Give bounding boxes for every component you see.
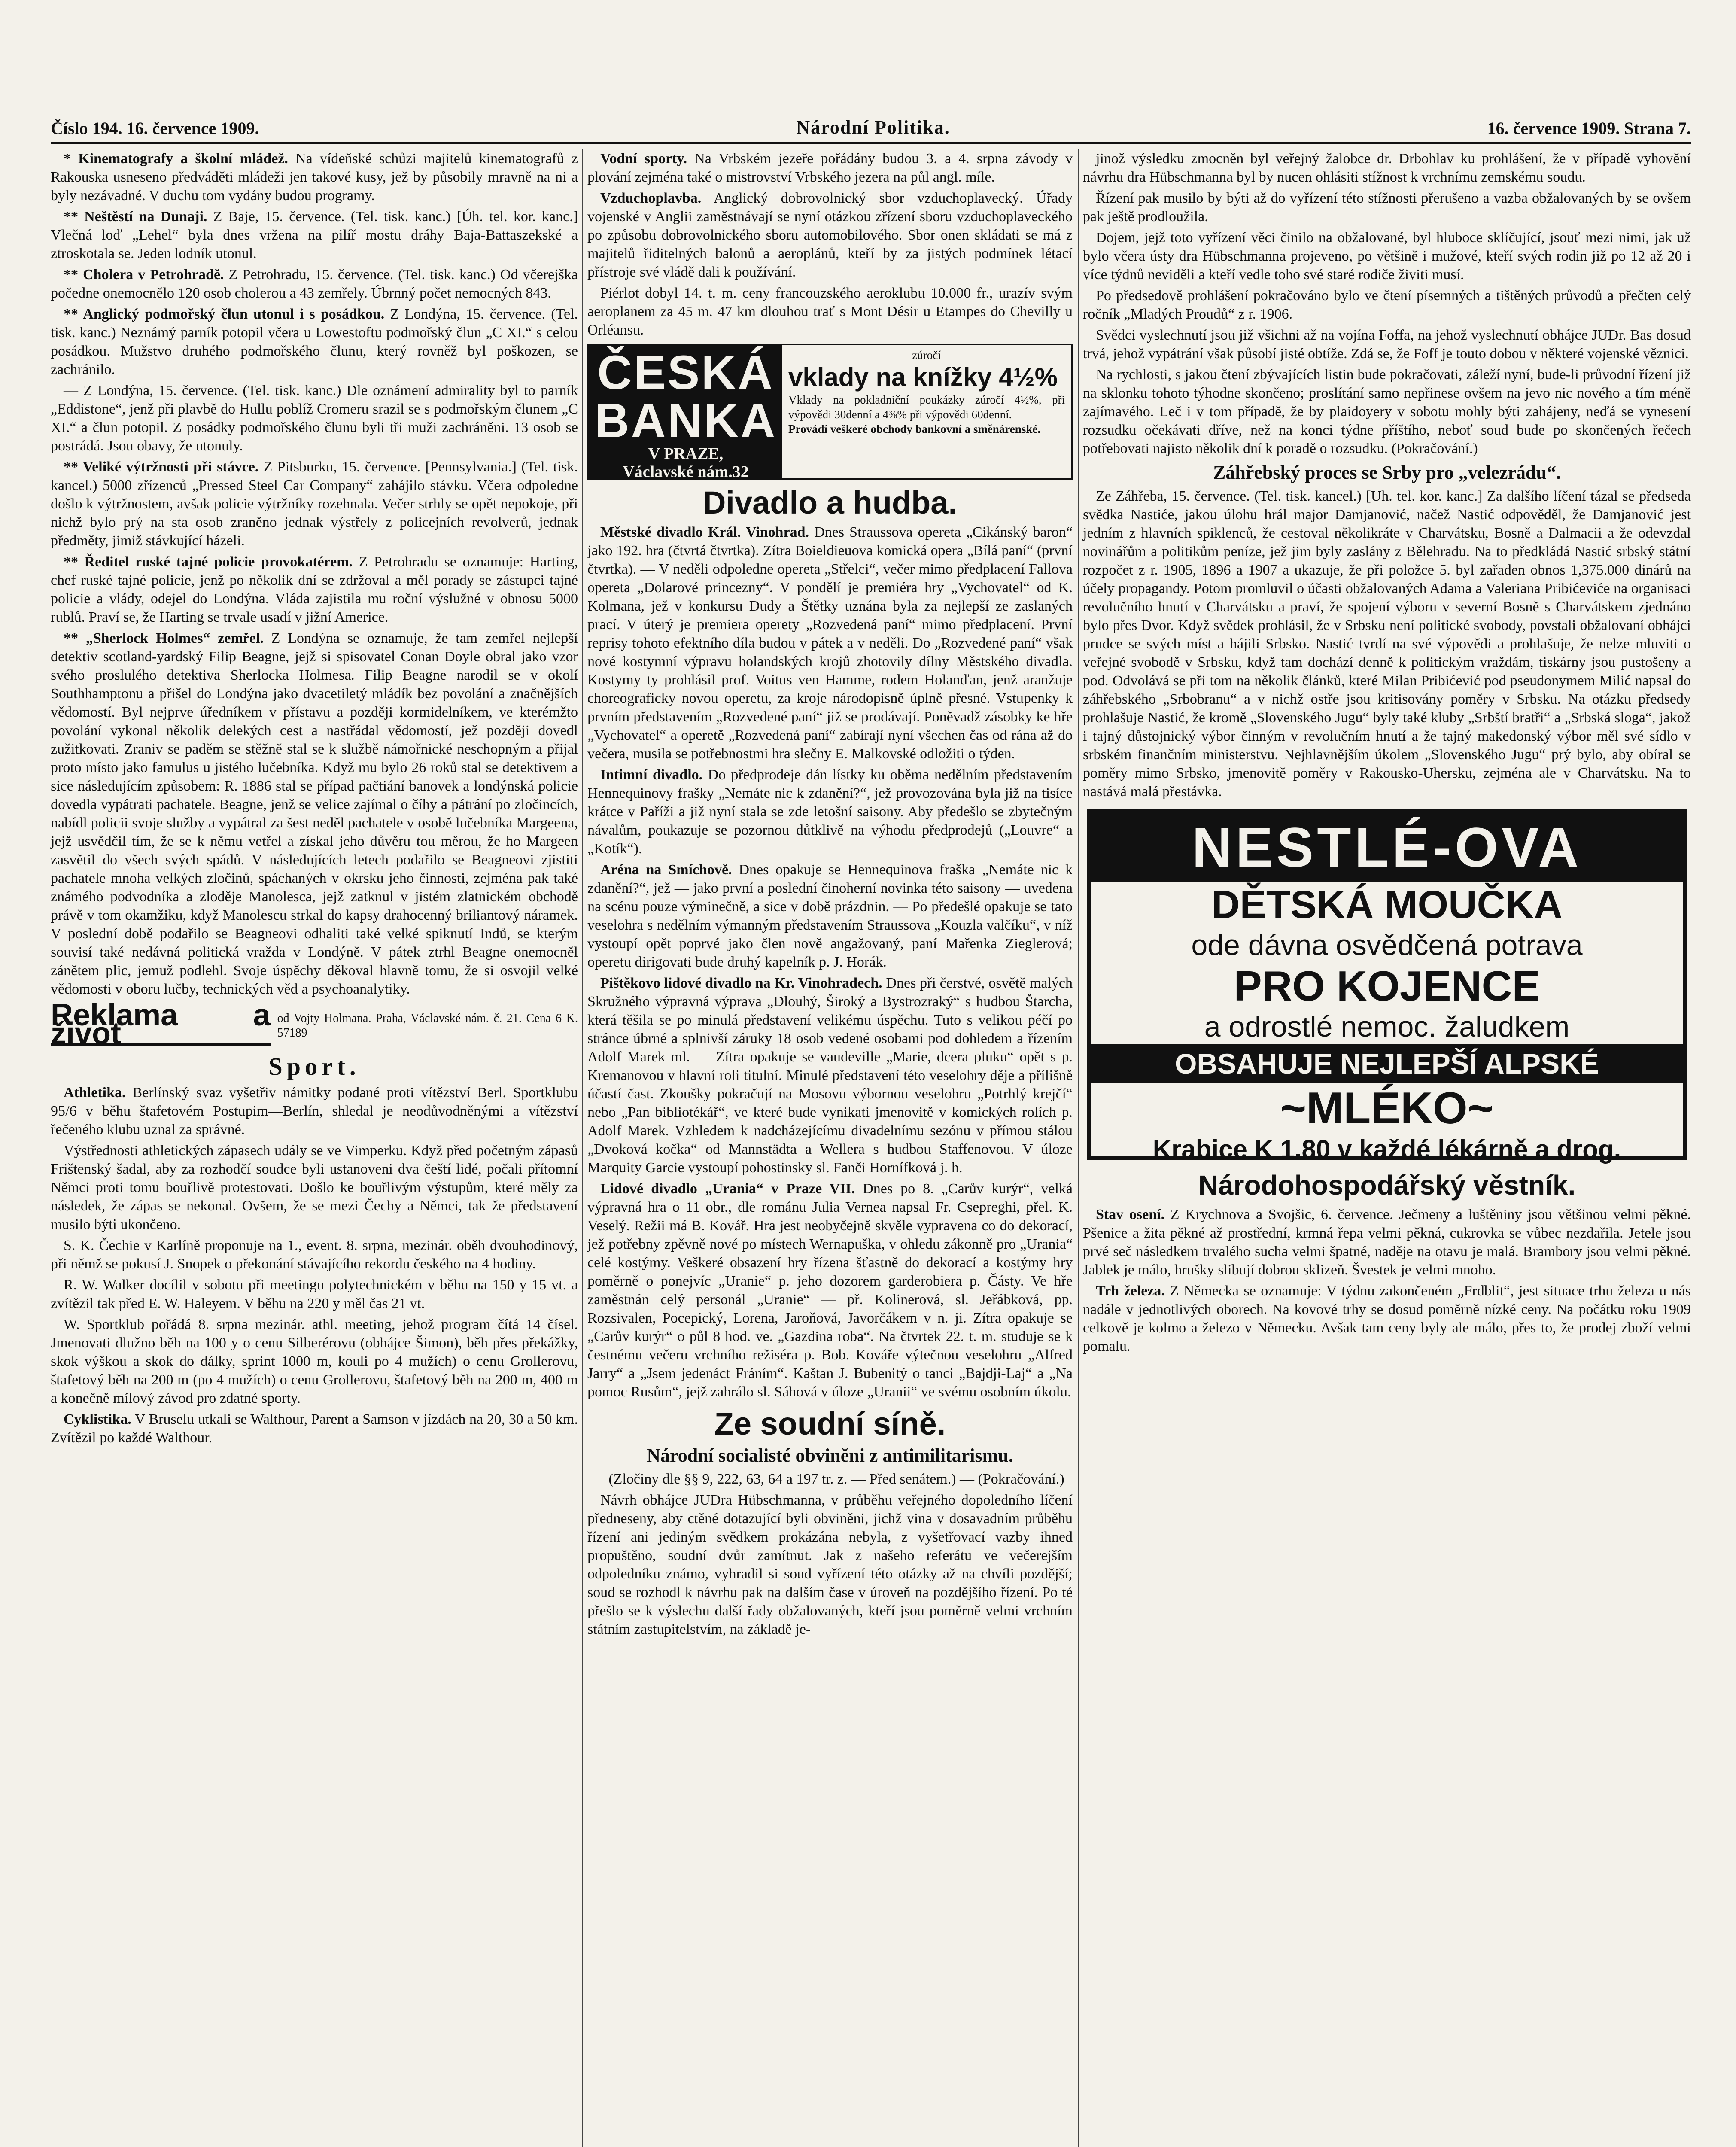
ceska-banka-ad	[587, 344, 1073, 480]
article: jinož výsledku zmocněn byl veřejný žalobce dr. Drbohlav ku prohlášení, že v případě vyhovění návrhu dra Hübschmanna byl by nucen ohlásiti stížnost k vrchnímu zemskému soudu.	[1083, 151, 1691, 185]
column-1	[51, 149, 578, 2147]
nestle-ad: NESTLÉ-OVA DĚTSKÁ MOUČKA ode dávna osvědčená potrava PRO KOJENCE a odrostlé nemoc. žaludkem OBSAHUJE NEJLEPŠÍ ALPSKÉ ~MLÉKO~ Krabice K 1.80 v každé lékárně a drog.	[1087, 809, 1687, 1160]
article: S. K. Čechie v Karlíně proponuje na 1., event. 8. srpna, mezinár. oběh dvouhodinový, při němž se pokusí J. Snopek o překonání stávajícího rekordu českého na 4 hodiny.	[51, 1238, 578, 1272]
article: Na rychlosti, s jakou čtení zbývajících listin bude pokračovati, záleží nyní, bude-li průvodní řízení již na sklonku tohoto týhodne skončeno; proslítání samo nepřinese ovšem na jevo nic nového a tím méně zajímavého. Leč i v tom případě, že by plaidoyery v sobotu mohly býti zahájeny, neďá se vynesení rozsudku očekávati dříve, než na konci týdne příštího, neboť soud bude po skončených řečech potřebovati najisto několik dní k poradě o rozsudku. (Pokračování.)	[1083, 367, 1691, 456]
article: Návrh obhájce JUDra Hübschmanna, v průběhu veřejného dopoledního líčení předneseny, aby ctěné dotazující byli obviněni, jichž vina v dosavadním průběhu řízení ani jediným svědkem prokázána nebyla, z vyšetřovací vazby ihned propuštěno, soudní dvůr zamítnut. Jak z našeho referátu ve večerejším odpoledníku známo, vyhradil si soud vyřízení této otázky až na chvíli pozdější; soud se rozhodl k návrhu pak na dalším čase v úroveň na pozdějšího řízení. Po té přešlo se k výslechu další řady obžalovaných, kteří jsou poměrně velmi vrchním státním zastupitelstvím, na základě je-	[587, 1492, 1073, 1637]
article: Řízení pak musilo by býti až do vyřízení této stížnosti přerušeno a vazba obžalovaných by se ovšem pak ještě prodloužila.	[1083, 190, 1691, 225]
narodohospodarsky-heading: Národohospodářský věstník.	[1198, 1170, 1576, 1201]
article: Po předsedově prohlášení pokračováno bylo ve čtení písemných a tištěných průvodů a přečten celý ročník „Mladých Proudů“ z r. 1906.	[1083, 288, 1691, 322]
article: Vzduchoplavba. Anglický dobrovolnický sbor vzduchoplavecký. Úřady vojenské v Anglii zaměstnávají se nyní otázkou zřízení sboru vzduchoplaveckého po způsobu dobrovolnického sboru automobilového. Sbor onen skládati se má z majitelů řiditelných balonů a aeroplánů, kteří by za jistých podmínek létací přístroje své vládě dali k používání.	[587, 190, 1073, 280]
article: Piérlot dobyl 14. t. m. ceny francouzského aeroklubu 10.000 fr., urazív svým aeroplanem za 45 m. 47 km dlouhou trať s Mont Désir u Etampes do Chevilly u Orléansu.	[587, 285, 1073, 338]
article: Lidové divadlo „Urania“ v Praze VII. Dnes po 8. „Carův kurýr“, velká výpravná hra o 11 obr., dle románu Julia Vernea napsal Fr. Csepreghi, přel. K. Veselý. Režii má B. Kovář. Hra jest neobyčejně skvěle vypravena co do dekorací, jež potřebny zpěvně nové po místech Wernapuška, v ohledu zákonně pro „Urania“ celé kostýmy. Veškeré obsazení hry řízena šťastně do dekorací a kostýmy hry poměrně o ponejvíc „Uranie“ p. jeho dozorem garderobiera p. Částy. Ve hře zaměstnán celý personál „Uranie“ — př. Kolinerová, sl. Jeřábková, pp. Rozsivalen, Pocepický, Lorena, Jaroňová, Javorčákem v n. ji. Zítra opakuje se „Carův kurýr“ o půl 8 hod. ve. „Gazdina roba“. Na čtvrtek 22. t. m. studuje se k čestnému večeru vrchního režiséra p. Bob. Kováře výtečnou veselohru „Alfred Jarry“ a „Jsem jedenáct Fráním“. Kaštan J. Bubenitý o tanci „Bajdji-Laj“ a „Na pomoc Rusům“, jejž zahrálo sl. Sáhová v úloze „Uranii“ ve svému osobním úkolu.	[587, 1181, 1073, 1400]
column-2	[587, 149, 1073, 2147]
soud-subheading: Národní socialisté obviněni z antimilitarismu.	[647, 1445, 1013, 1466]
article: ** Veliké výtržnosti při stávce. Z Pitsburku, 15. července. [Pennsylvania.] (Tel. tisk. kancel.) 5000 zřízenců „Pressed Steel Car Company“ zahájilo stávku. Včera odpoledne došlo k výtržnostem, avšak policie výtržníky rozehnala. Večer strhly se opět nepokoje, při nichž bylo prý na sta osob zraněno jednak výstřely z policejních revolverů, jednak předměty, jimiž stávkující házeli.	[51, 459, 578, 549]
article: ** Neštěstí na Dunaji. Z Baje, 15. července. (Tel. tisk. kanc.) [Úh. tel. kor. kanc.] Vlečná loď „Lehel“ byla dnes vržena na pilíř mostu dráhy Baja-Battaszekské a ztroskotala se. Jeden lodník utonul.	[51, 209, 578, 262]
header-rule	[51, 142, 1691, 144]
article: Stav osení. Z Krychnova a Svojšic, 6. července. Ječmeny a luštěniny jsou většinou velmi pěkné. Pšenice a žita pěkné až prostřední, krmná řepa velmi pěkná, cukrovka se vůbec nezdařila. Jetele jsou prvé seč následkem trvalého sucha velmi špatné, naděje na otavu je malá. Brambory jsou velmi pěkné. Jablek je málo, hrušky slibují dobrou sklizeň. Švestek je velmi mnoho.	[1083, 1207, 1691, 1278]
nestle-brand: NESTLÉ-OVA	[1091, 813, 1683, 882]
article: Dojem, jejž toto vyřízení věci činilo na obžalované, byl hluboce sklíčující, jsouť mezi nimi, jak už bylo včera ústy dra Hübschmanna projeveno, po většině i mužové, kteří svých rodin již po 12 až 20 i více týdnů neviděli a kteří vedle toho své staré rodiče živiti musí.	[1083, 230, 1691, 283]
article: ** Cholera v Petrohradě. Z Petrohradu, 15. července. (Tel. tisk. kanc.) Od včerejška počedne onemocnělo 120 osob cholerou a 43 zemřely. Úbrnný počet nemocných 843.	[51, 267, 578, 301]
reklama-title: Reklama a život	[51, 998, 271, 1051]
article: ** Ředitel ruské tajné policie provokatérem. Z Petrohradu se oznamuje: Harting, chef ruské tajné policie, jenž po několik dní se zdržoval a měl porady se zástupci tajné policie a vlády, odejel do Londýna. Vláda zajistila mu roční výslužné v obnosu 5000 rublů. Praví se, že Harting se trvale usadí v jižní Americe.	[51, 554, 578, 625]
date-page: 16. července 1909. Strana 7.	[1487, 119, 1691, 138]
bank-ad-text: zúročí vklady na knížky 4½% Vklady na pokladniční poukázky zúročí 4½%, při výpovědi 30denní a 4⅜% při výpovědi 60denní. Provádí veškeré obchody bankovní a směnárenské.	[788, 349, 1065, 435]
article: Pištěkovo lidové divadlo na Kr. Vinohradech. Dnes při čerstvé, osvětě malých Skružného výpravná výprava „Dlouhý, Široký a Bystrozraký“ s hudbou Štarcha, která těšila se po minulá představení velikému úspěchu. Tuto s velikou péčí po stránce úbrné a splnivší záruky 18 osob vedené osobami pod dohledem a řízením Adolf Marek ml. — Zítra opakuje se vaudeville „Marie, dcera pluku“ opět s p. Kremanovou v hlavní roli titulní. Minulé představení této veselohry děje a přílišně účastí čast. Zkoušky pokračují na Mosovu výbornou veselohru „Potrhlý krejčí“ nebo „Pan bibliotékář“, ve které bude vynikati jmenovitě v komických rolích p. Adolf Marek. Vzhledem k nadcházejícímu divadelnímu sezónu v přímou stálou „Dvoková kočka“ od Mannstädta a Wellera s hudbou Staffenovou. V úloze Marquity Garcie vystoupí pohostinsky sl. Fanči Hornífková j. h.	[587, 975, 1073, 1176]
article: ** Anglický podmořský člun utonul i s posádkou. Z Londýna, 15. července. (Tel. tisk. kanc.) Neznámý parník potopil včera u Lowestoftu podmořský člun „C XI.“ s celou posádkou. Mužstvo druhého podmořského člunu, který rovněž byl poškozen, se zachránilo.	[51, 306, 578, 377]
reklama-ad	[51, 998, 578, 1051]
soud-legal-ref: (Zločiny dle §§ 9, 222, 63, 64 a 197 tr. z. — Před senátem.) — (Pokračování.)	[608, 1471, 1064, 1487]
newspaper-title: Národní Politika.	[796, 117, 950, 138]
article: * Kinematografy a školní mládež. Na vídeňské schůzi majitelů kinematografů z Rakouska usneseno předváděti mládeži jen takové kusy, jež by působily mravně na ni a byly nezávadné. V duchu tom vydány budou programy.	[51, 151, 578, 204]
column-divider	[1078, 149, 1079, 2147]
article: Cyklistika. V Bruselu utkali se Walthour, Parent a Samson v jízdách na 20, 30 a 50 km. Zvítězil po každé Walthour.	[51, 1411, 578, 1446]
page-header	[51, 113, 1691, 138]
article: — Z Londýna, 15. července. (Tel. tisk. kanc.) Dle oznámení admirality byl to parník „Eddistone“, jenž při plavbě do Hullu poblíž Cromeru srazil se s podmořským člunem „C XI.“ a člun potopil. Z posádky podmořského člunu byli tři muži zachráněni. 13 osob se postrádá. Jsou obavy, že utonuly.	[51, 383, 578, 454]
article: R. W. Walker docílil v sobotu při meetingu polytechnickém v běhu na 150 y 15 vt. a zvítězil tak před E. W. Haleyem. V běhu na 220 y měl čas 21 vt.	[51, 1277, 578, 1311]
sport-heading: Sport.	[268, 1052, 360, 1080]
soud-heading: Ze soudní síně.	[714, 1406, 946, 1441]
article: ** „Sherlock Holmes“ zemřel. Z Londýna se oznamuje, že tam zemřel nejlepší detektiv scotland-yardský Filip Beagne, jejž si spisovatel Conan Doyle obral jako vzor svého proslulého detektiva Sherlocka Holmesa. Filip Beagne narodil se v okolí Southhamptonu a přišel do Londýna jako dvacetiletý mládík bez povolání a značnějších vědomostí. Byl nejprve úředníkem v přístavu a později kormidelníkem, ve kterémžto povolání vykonal několik delekých cest a nastřádal vědomostí, jež později dovedl zužitkovati. Zraniv se paděm se stěžně stal se k službě námořnické neschopným a přijal proto místo jako famulus u jistého lučebníka. Když mu bylo 26 roků stal se detektivem a sice následujícím způsobem: R. 1886 stal se případ pačtiání banovek a londýnská policie dovedla vypátrati pachatele. Beagne, jenž se velice zajímal o číhy a pátrání po zločincích, nabídl policii svoje služby a vypátral za šest neděl pachatele v osobě lučebníka Margeena, jejž usvědčil tím, že se k němu vetřel a získal jeho důvěru tou měrou, že ho Margeen zasvětil do všech svých spádů. V následujících letech podařilo se Beagneovi zjistiti pachatele mnoha velkých zločinů, spáchaných v okrsku jeho činnosti, zejména pak také známého podvodníka a zloděje Manolesca, jejž zatknul v jistém zlatnickém obchodě právě v tom okamžiku, když Manolescu strkal do kapsy drahocenný briliantový náramek. V poslední době podařilo se Beagneovi odhaliti také velké spiknutí Indů, se kterým souvisí také nedávná politická vražda v Londýně. V pátek ztrhl Beagne onemocněl zánětem plic, jemuž podlehl. Svoje úspěchy děkoval hlavně tomu, že si osvojil velké vědomosti v oboru lučby, technických věd a psychoanalytiky.	[51, 630, 578, 997]
divadlo-heading: Divadlo a hudba.	[702, 485, 958, 520]
article: Výstřednosti athletických zápasech udály se ve Vimperku. Když před početným zápasů Frištenský šadal, aby za rozhodčí soudce byli ustanoveni dva čeští lidé, počali přítomní Němci proti tomu bouřlivě protestovati. Došlo ke bouřlivým výstupům, které měly za následek, že zápas se nekonal. Ovšem, že se mezi Čechy a Němci, tak že představení musilo býti ukončeno.	[51, 1143, 578, 1232]
article: Intimní divadlo. Do předprodeje dán lístky ku oběma nedělním představením Hennequinovy frašky „Nemáte nic k zdanění?“, jež provozována byla již na tisíce krátce v Paříži a již nyní stala se zde letošní saisony. Aby předešlo se zbytečným návalům, poukazuje se pozornou důtklivě na výhodu předprodejů („Louvre“ a „Kotík“).	[587, 767, 1073, 857]
bank-logo: ČESKÁ BANKA V PRAZE, Václavské nám.32	[589, 345, 782, 478]
article: Athletika. Berlínský svaz vyšetřiv námitky podané proti vítězství Berl. Sportklubu 95/6 v běhu štafetovém Postupim—Berlín, shledal je neodůvodněnými a vítězství řečeného klubu uznal za správné.	[51, 1085, 578, 1137]
article: Trh železa. Z Německa se oznamuje: V týdnu zakončeném „Frdblit“, jest situace trhu železa u nás nadále v jednotlivých oborech. Na kovové trhy se dosud poměrně nízké ceny. Na počátku roku 1909 celkově je kolmo a železo v Německu. Avšak tam ceny byly ale málo, přes to, že prodej zboží velmi pomalu.	[1083, 1283, 1691, 1354]
article: Vodní sporty. Na Vrbském jezeře pořádány budou 3. a 4. srpna závody v plování zejména také o mistrovství Vrbského jezera na půl angl. míle.	[587, 151, 1073, 185]
article: W. Sportklub pořádá 8. srpna mezinár. athl. meeting, jehož program čítá 14 čísel. Jmenovati dlužno běh na 100 y o cenu Silberérovu (obhájce Šimon), běh přes překážky, skok výškou a skok do dálky, sprint 1000 m, kouli po 4 mužích) o cenu Grollerovu, štafetový běh na 200 m (po 4 mužích) o cenu Grollerovu, štafetový běh na 200 m, 400 m a konečně mílový závod pro zdatné sporty.	[51, 1317, 578, 1406]
zahreb-heading: Záhřebský proces se Srby pro „velezrádu“.	[1213, 462, 1561, 483]
article: Svědci vyslechnutí jsou již všichni až na vojína Foffa, na jehož vyslechnutí obhájce JUDr. Bas dosud trvá, jehož vypátrání však působí jisté obtíže. Zdá se, že Foff je touto dobou v některé vojenské věznici.	[1083, 327, 1691, 362]
article: Městské divadlo Král. Vinohrad. Dnes Straussova opereta „Cikánský baron“ jako 192. hra (čtvrtá čtvrtka). Zítra Boieldieuova komická opera „Bílá paní“ (první čtvrtka). — V neděli odpoledne opereta „Střelci“, večer mimo předplacení Fallova opereta „Dolarové princezny“. V pondělí je premiéra hry „Vychovatel“ od K. Kolmana, jež v konkursu Dudy a Štětky uznána byla za nejlepší ze zaslaných prací. V úterý je premiera operety „Rozvedená paní“ mimo předplacení. První reprisy tohoto efektního díla budou v pátek a v neděli. Do „Rozvedené paní“ však nové kostymní výpravu holandských krojů zhotovily dílny Městského divadla. Kostymy ty prohlásil prof. Voitus ven Hamme, rodem Holanďan, jenž aranžuje choreograficky novou operetu, za kroje národopisně úplně přesné. Vstupenky k prvním představením „Rozvedené paní“ již se prodávají. Poněvadž zásobky ke hře „Vychovatel“ a operetě „Rozvedená paní“ zabírají nyní všechen čas od rána až do večera, musila se potřebnostmi hra slečny E. Malkovské odložiti o týden.	[587, 524, 1073, 762]
article: Ze Záhřeba, 15. července. (Tel. tisk. kancel.) [Uh. tel. kor. kanc.] Za dalšího líčení tázal se předseda svědka Nastiće, jakou úlohu hrál major Damjanović, načež Nastić odpověděl, že Damjanović jest jedním z hlavních spiklenců, že cestoval několikráte v Charvátsku, Bosně a Dalmacii a že odevzdal novinářům a politikům peníze, jež jim byly zaslány z Bělehradu. Na to předkládá Nastić srbský státní rozpočet z r. 1905, 1896 a 1907 a ukazuje, že při položce 5. byl zařaden obnos 1,375.000 dinárů na účely propagandy. Potom promluvil o účasti obžalovaných Adama a Valeriana Pribićeviće na organisaci revolučního hnutí v Charvátsku a praví, že spojení výboru v severní Bosně s Charvátskem zjednáno bylo přes Dvor. Když svědek prohlásil, že v Srbsku není politické svobody, povstali obžalovaní obhájci prudce se svých míst a hájili Srbsko. Nastić tvrdí na své výpovědi a prohlašuje, že nelze mluviti o veřejné svobodě v Srbsku, když tam dochází denně k politickým vraždám, tiskárny jsou pustošeny a pod. Odvolává se při tom na několik článků, které Milan Pribićević pod pseudonymem Milić napsal do záhřebského „Srbobranu“ a v nichž ostře jsou kritisovány poměry v Srbsku. Na otázku předsedy prohlašuje Nastić, že kromě „Slovenského Jugu“ byly také kluby „Srbští bratři“ a „Srbská sloga“, jakož i tajný důstojnický výbor činným v revolučním hnutí a že tajný makedonský výbor měl své sídlo v srbském finančním ministerstvu. Nejhlavnějším úkolem „Slovenského Jugu“ prý bylo, aby obíral se poměry mimo Srbsko, jmenovitě poměry v Rakousko-Uhersku, zejména ale v Charvátsku. Na to nastává malá přestávka.	[1083, 488, 1691, 800]
reklama-text: od Vojty Holmana. Praha, Václavské nám. č. 21. Cena 6 K. 57189	[277, 1012, 578, 1040]
article: Aréna na Smíchově. Dnes opakuje se Hennequinova fraška „Nemáte nic k zdanění?“, jež — jako první a poslední činoherní novinka této saisony — uvedena na scénu pouze výminečně, a sice v době prázdnin. — Po předešlé opakuje se tato veselohra s nedělním výmanným představením Straussova „Kouzla valčíku“, v níž vystoupí opět poprvé jako člen nově angažovaný, paní Mařenka Zieglerová; operetu dirigovati bude druhý kapelník p. J. Horák.	[587, 862, 1073, 970]
column-divider	[582, 149, 583, 2147]
column-3	[1083, 149, 1691, 2147]
issue-number: Číslo 194. 16. července 1909.	[51, 119, 259, 138]
